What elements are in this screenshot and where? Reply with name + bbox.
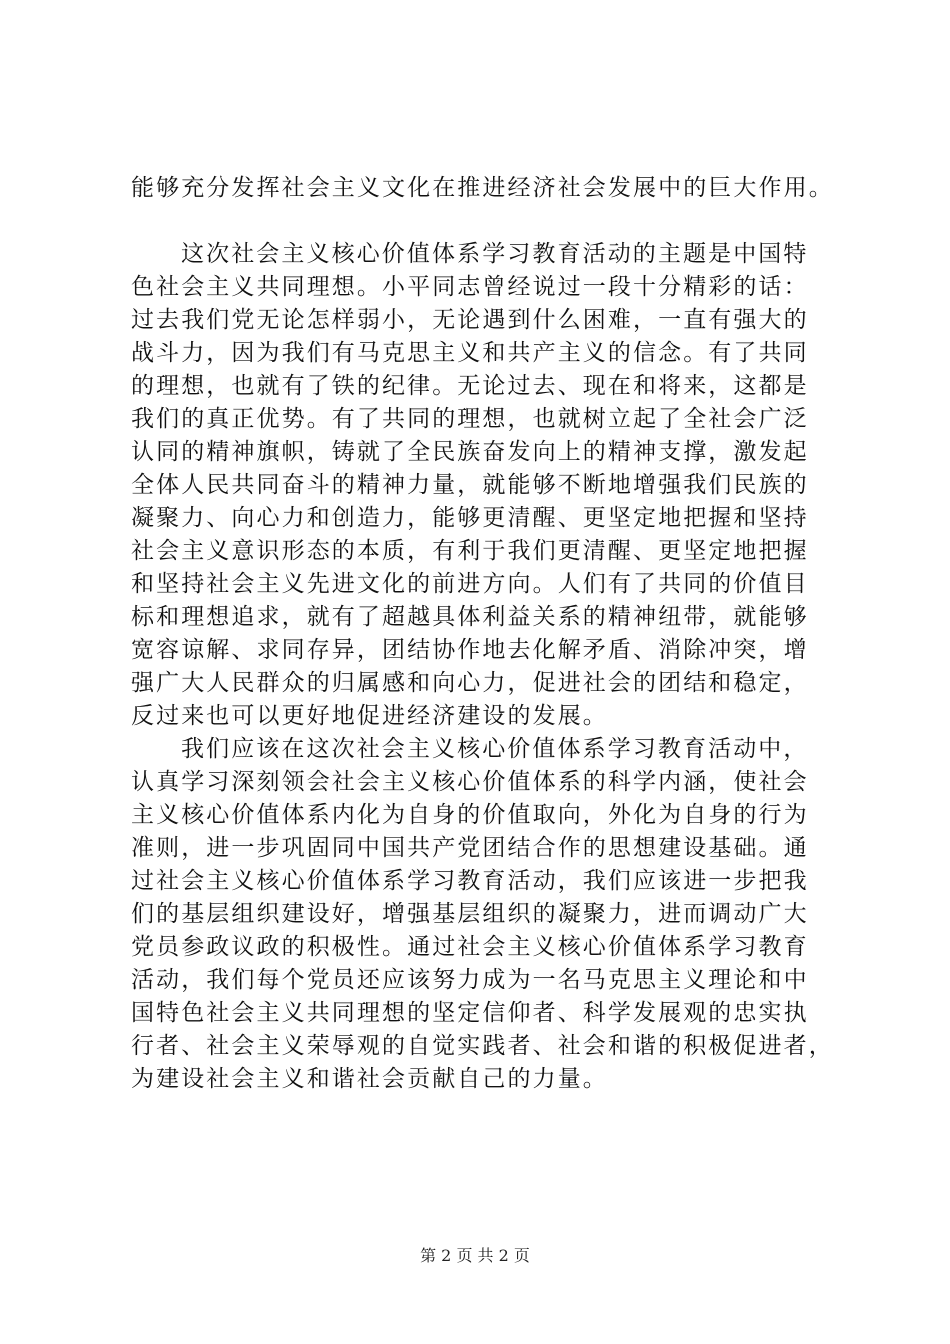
text-line: 党员参政议政的积极性。通过社会主义核心价值体系学习教育 — [131, 934, 809, 960]
text-line: 社会主义意识形态的本质，有利于我们更清醒、更坚定地把握 — [131, 538, 809, 564]
document-body — [131, 172, 834, 1096]
text-line: 我们的真正优势。有了共同的理想，也就树立起了全社会广泛 — [131, 406, 809, 432]
text-line: 反过来也可以更好地促进经济建设的发展。 — [131, 703, 608, 729]
text-line: 准则，进一步巩固同中国共产党团结合作的思想建设基础。通 — [131, 835, 809, 861]
paragraph-3 — [131, 733, 834, 1096]
paragraph-2 — [131, 238, 821, 733]
text-line: 能够充分发挥社会主义文化在推进经济社会发展中的巨大作用。 — [131, 175, 834, 201]
text-line: 的理想，也就有了铁的纪律。无论过去、现在和将来，这都是 — [131, 373, 809, 399]
text-line: 为建设社会主义和谐社会贡献自己的力量。 — [131, 1066, 608, 1092]
text-line: 主义核心价值体系内化为自身的价值取向，外化为自身的行为 — [131, 802, 809, 828]
text-line: 认同的精神旗帜，铸就了全民族奋发向上的精神支撑，激发起 — [131, 439, 809, 465]
page-number: 第 2 页 共 2 页 — [420, 1246, 530, 1265]
text-line: 过去我们党无论怎样弱小，无论遇到什么困难，一直有强大的 — [131, 307, 809, 333]
text-line: 活动，我们每个党员还应该努力成为一名马克思主义理论和中 — [131, 967, 809, 993]
text-line: 战斗力，因为我们有马克思主义和共产主义的信念。有了共同 — [131, 340, 809, 366]
text-line: 色社会主义共同理想。小平同志曾经说过一段十分精彩的话： — [131, 274, 809, 300]
paragraph-spacer — [131, 205, 821, 238]
text-line: 这次社会主义核心价值体系学习教育活动的主题是中国特 — [181, 241, 809, 267]
page-footer — [0, 1246, 950, 1266]
text-line: 强广大人民群众的归属感和向心力，促进社会的团结和稳定， — [131, 670, 809, 696]
text-line: 认真学习深刻领会社会主义核心价值体系的科学内涵，使社会 — [131, 769, 809, 795]
text-line: 标和理想追求，就有了超越具体利益关系的精神纽带，就能够 — [131, 604, 809, 630]
text-line: 全体人民共同奋斗的精神力量，就能够不断地增强我们民族的 — [131, 472, 809, 498]
text-line: 们的基层组织建设好，增强基层组织的凝聚力，进而调动广大 — [131, 901, 809, 927]
text-line: 行者、社会主义荣辱观的自觉实践者、社会和谐的积极促进者， — [131, 1033, 834, 1059]
text-line: 我们应该在这次社会主义核心价值体系学习教育活动中， — [181, 736, 809, 762]
text-line: 过社会主义核心价值体系学习教育活动，我们应该进一步把我 — [131, 868, 809, 894]
text-line: 凝聚力、向心力和创造力，能够更清醒、更坚定地把握和坚持 — [131, 505, 809, 531]
text-line: 和坚持社会主义先进文化的前进方向。人们有了共同的价值目 — [131, 571, 809, 597]
text-line: 国特色社会主义共同理想的坚定信仰者、科学发展观的忠实执 — [131, 1000, 809, 1026]
text-line: 宽容谅解、求同存异，团结协作地去化解矛盾、消除冲突，增 — [131, 637, 809, 663]
paragraph-1 — [131, 172, 834, 205]
